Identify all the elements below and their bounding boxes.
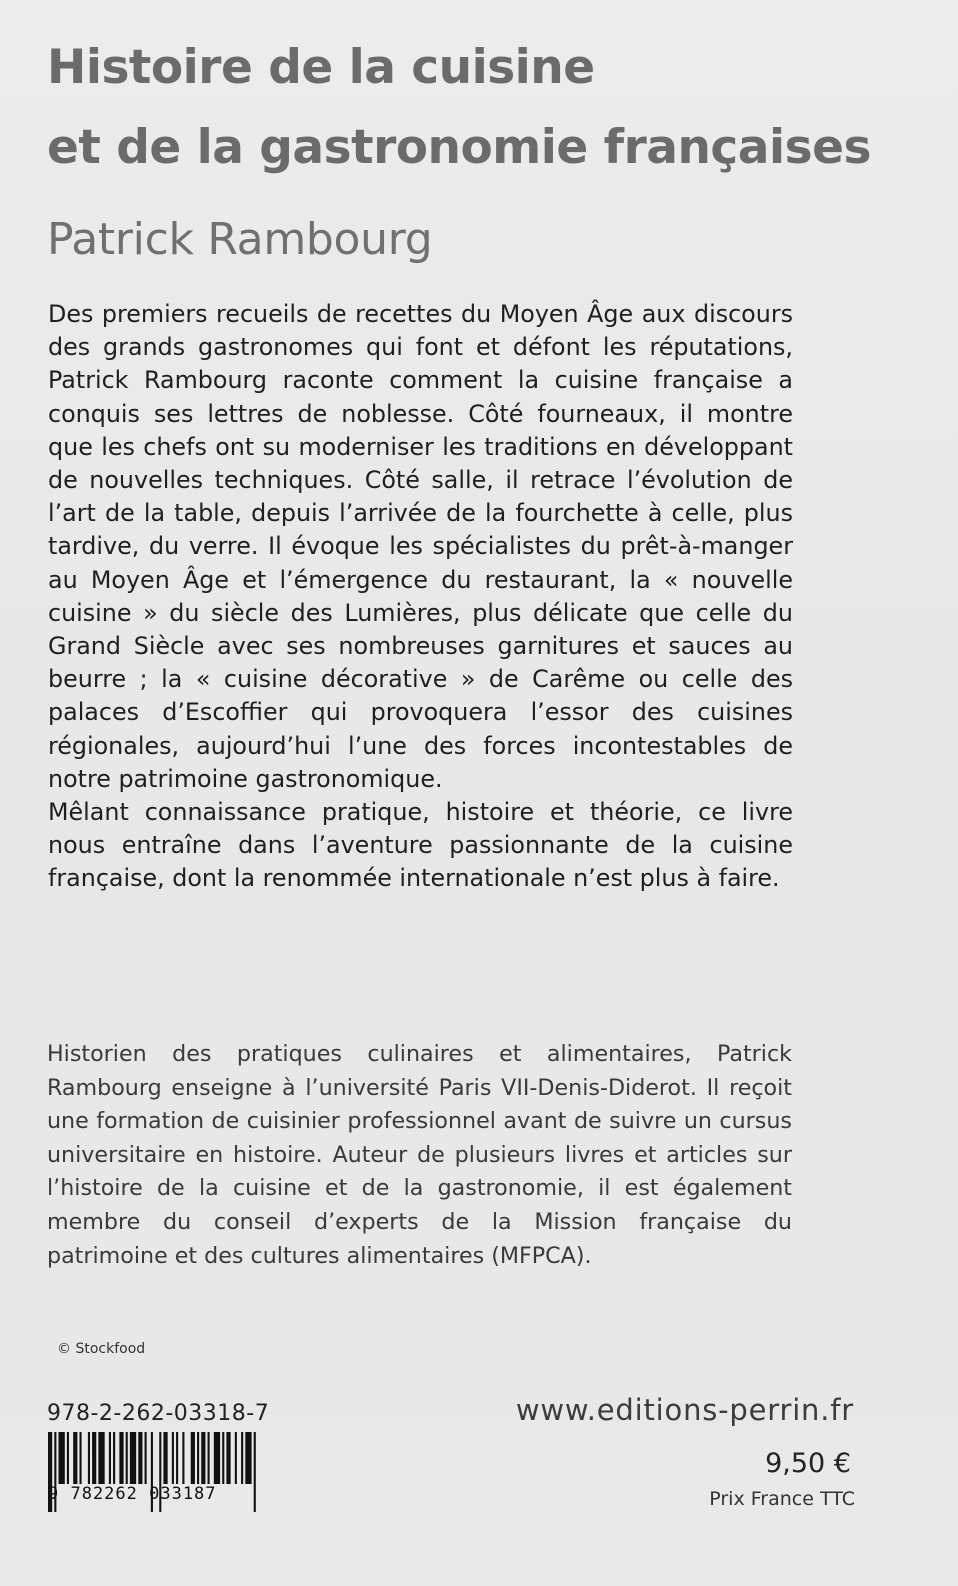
book-description: [48, 298, 793, 896]
price-label: Prix France TTC: [709, 1488, 855, 1510]
isbn-number: 978-2-262-03318-7: [47, 1401, 270, 1426]
price: 9,50 €: [765, 1448, 851, 1479]
barcode-digits: 9 782262 033187: [48, 1484, 217, 1504]
book-title-line-2: et de la gastronomie françaises: [47, 120, 871, 175]
author-biography: Historien des pratiques culinaires et alimentaires, Patrick Rambourg enseigne à l’université Paris VII-Denis-Diderot. Il reçoit une formation de cuisinier professionnel avant de suivre un cursus universitaire en histoire. Auteur de plusieurs livres et articles sur l’histoire de la cuisine et de la gastronomie, il est également membre du conseil d’experts de la Mission française du patrimoine et des cultures alimentaires (MFPCA).: [47, 1041, 792, 1269]
book-title-line-1: Histoire de la cuisine: [47, 40, 595, 95]
description-paragraph-1: Des premiers recueils de recettes du Moyen Âge aux discours des grands gastronomes qui font et défont les réputations, Patrick Rambourg raconte comment la cuisine française a conquis ses lettres de noblesse. Côté fourneaux, il montre que les chefs ont su moderniser les traditions en développant de nouvelles techniques. Côté salle, il retrace l’évolution de l’art de la table, depuis l’arrivée de la fourchette à celle, plus tardive, du verre. Il évoque les spécialistes du prêt-à-manger au Moyen Âge et l’émergence du restaurant, la « nouvelle cuisine » du siècle des Lumières, plus délicate que celle du Grand Siècle avec ses nombreuses garnitures et sauces au beurre ; la « cuisine décorative » de Carême ou celle des palaces d’Escoffier qui provoquera l’essor des cuisines régionales, aujourd’hui l’une des forces incontestables de notre patrimoine gastronomique.: [48, 300, 793, 793]
author-name: Patrick Rambourg: [47, 214, 433, 265]
photo-credit: © Stockfood: [57, 1341, 146, 1357]
description-paragraph-2: Mêlant connaissance pratique, histoire et théorie, ce livre nous entraîne dans l’aventure passionnante de la cuisine française, dont la renommée internationale n’est plus à faire.: [48, 798, 793, 893]
publisher-website: www.editions-perrin.fr: [515, 1393, 854, 1427]
